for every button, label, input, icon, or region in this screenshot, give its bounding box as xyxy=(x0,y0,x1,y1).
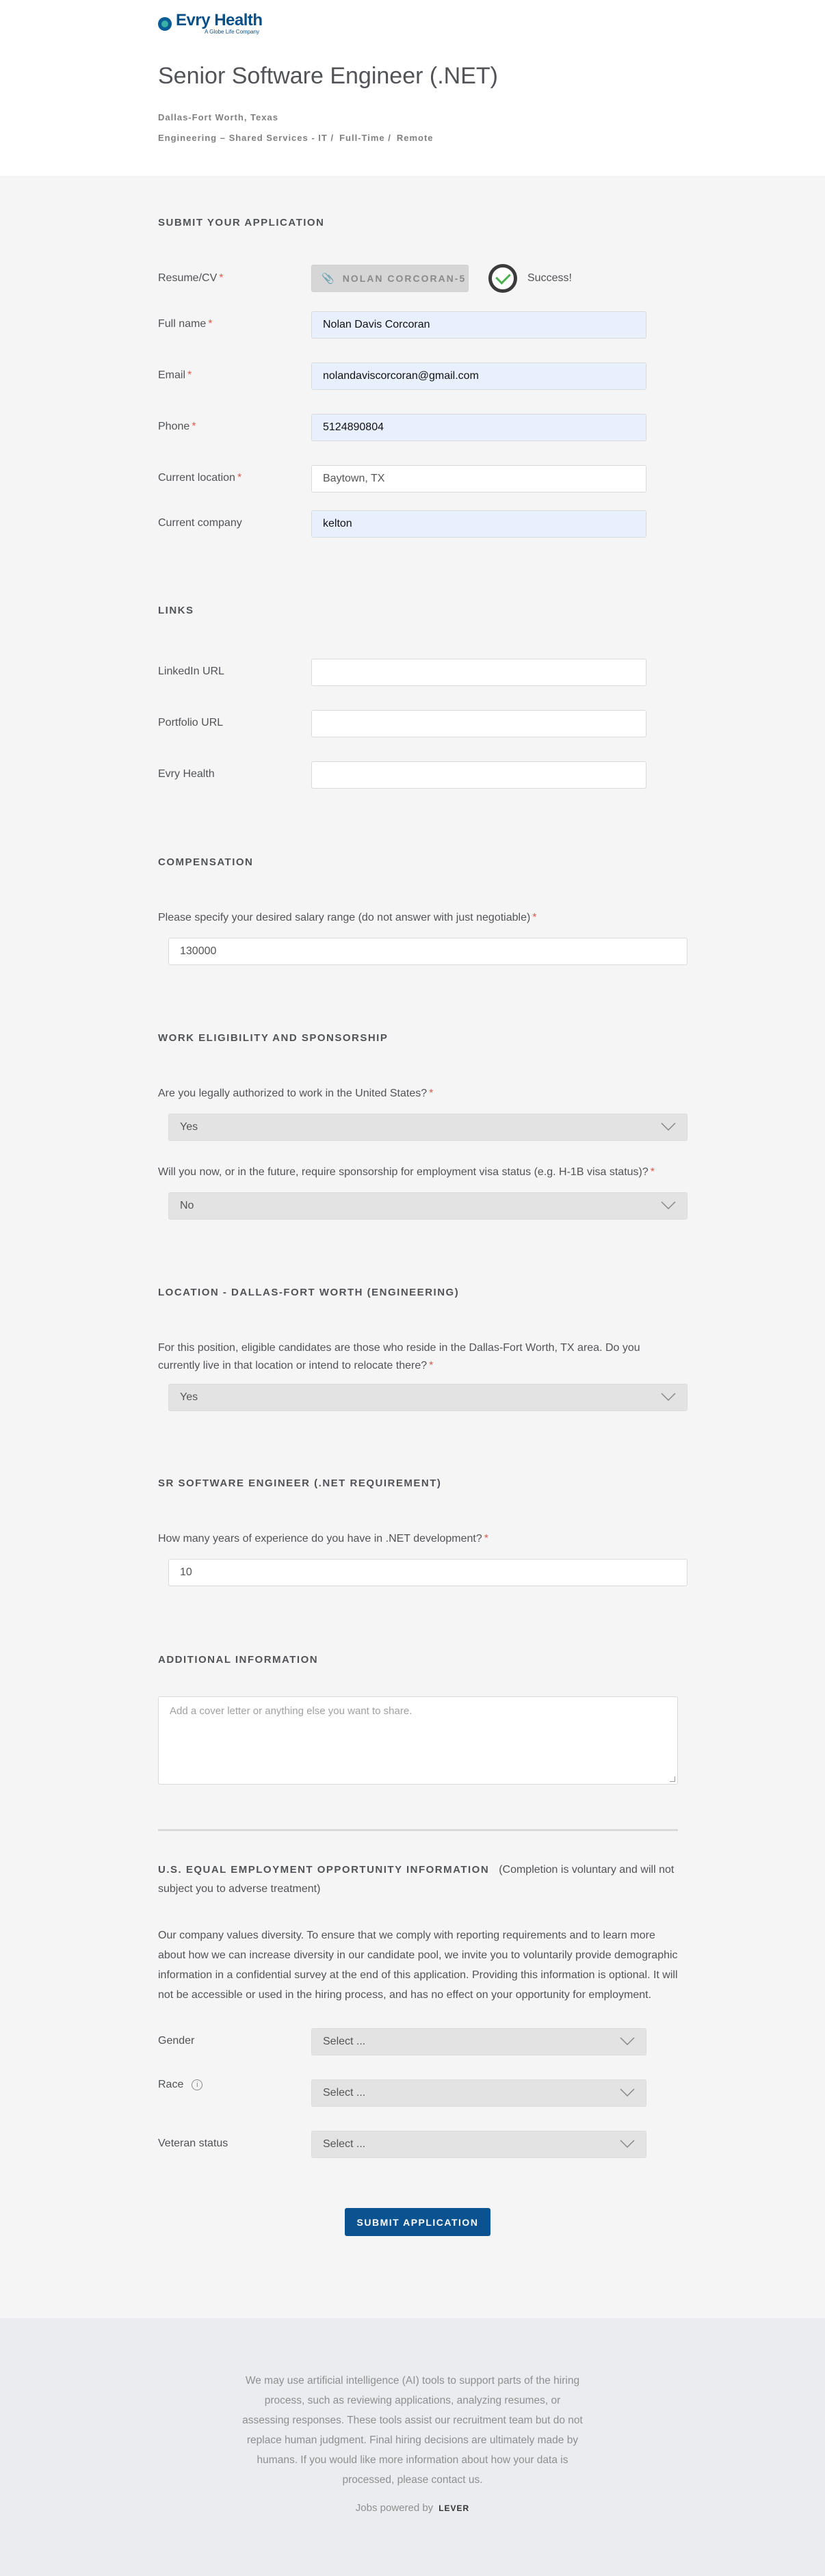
chevron-down-icon xyxy=(661,1201,676,1209)
logo-name: Evry Health xyxy=(176,10,263,29)
job-commitment: Full-Time / xyxy=(339,133,391,143)
job-location: Dallas-Fort Worth, Texas xyxy=(158,112,278,122)
job-header xyxy=(0,0,825,176)
phone-input[interactable]: 5124890804 xyxy=(311,414,646,441)
logo-mark-icon xyxy=(158,16,173,31)
location-section-heading: LOCATION - DALLAS-FORT WORTH (ENGINEERING) xyxy=(158,1287,460,1298)
chevron-down-icon xyxy=(620,2140,635,2148)
company-label: Current company xyxy=(158,517,242,529)
full-name-input[interactable]: Nolan Davis Corcoran xyxy=(311,311,646,339)
lever-logo[interactable]: LEVER xyxy=(438,2503,470,2513)
job-meta xyxy=(158,133,434,143)
eeo-title: U.S. EQUAL EMPLOYMENT OPPORTUNITY INFORMATION xyxy=(158,1864,490,1876)
portfolio-input[interactable] xyxy=(311,710,646,737)
evry-label: Evry Health xyxy=(158,768,215,780)
resume-filename: NOLAN CORCORAN-5 xyxy=(342,273,467,284)
company-input[interactable]: kelton xyxy=(311,510,646,538)
resume-upload-button[interactable] xyxy=(311,265,469,292)
powered-by[interactable]: Jobs powered by LEVER xyxy=(355,2502,470,2514)
net-experience-input[interactable]: 10 xyxy=(168,1559,688,1586)
sponsorship-select[interactable]: No xyxy=(168,1192,688,1220)
phone-label: Phone * xyxy=(158,421,196,432)
gender-select[interactable]: Select ... xyxy=(311,2028,646,2055)
evry-input[interactable] xyxy=(311,761,646,789)
cover-letter-textarea[interactable] xyxy=(158,1696,678,1785)
footer xyxy=(0,2318,825,2576)
resume-status: Success! xyxy=(527,272,572,284)
salary-question: Please specify your desired salary range (do not answer with just negotiable) * xyxy=(158,912,537,923)
net-experience-question: How many years of experience do you have in .NET development? * xyxy=(158,1533,488,1545)
ai-disclosure: We may use artificial intelligence (AI) tools to support parts of the hiring process, such as reviewing applications, analyzing resumes, or assessing responses. These tools assist our recruitment team but do not replace human judgment. Final hiring decisions are ultimately made by humans. If you would like more information about how your data is processed, please contact us. xyxy=(242,2375,583,2486)
full-name-label: Full name * xyxy=(158,318,213,330)
authorization-question: Are you legally authorized to work in the United States? * xyxy=(158,1088,434,1099)
eligibility-heading: WORK ELIGIBILITY AND SPONSORSHIP xyxy=(158,1032,389,1044)
application-heading: SUBMIT YOUR APPLICATION xyxy=(158,217,325,228)
chevron-down-icon xyxy=(620,2088,635,2097)
veteran-select[interactable]: Select ... xyxy=(311,2131,646,2158)
race-select[interactable]: Select ... xyxy=(311,2079,646,2107)
eeo-heading xyxy=(158,1861,685,1899)
links-heading: LINKS xyxy=(158,605,194,616)
portfolio-label: Portfolio URL xyxy=(158,717,224,728)
veteran-label: Veteran status xyxy=(158,2138,228,2149)
logo-subtitle: A Globe Life Company xyxy=(205,28,260,35)
location-label: Current location * xyxy=(158,472,242,484)
email-label: Email * xyxy=(158,369,192,381)
info-icon[interactable]: i xyxy=(192,2079,202,2090)
linkedin-input[interactable] xyxy=(311,659,646,686)
required-mark: * xyxy=(219,272,224,284)
authorization-select[interactable]: Yes xyxy=(168,1114,688,1141)
gender-label: Gender xyxy=(158,2035,195,2047)
race-label: Race i xyxy=(158,2079,202,2091)
job-workplace: Remote xyxy=(396,133,434,143)
email-input[interactable]: nolandaviscorcoran@gmail.com xyxy=(311,363,646,390)
chevron-down-icon xyxy=(661,1393,676,1401)
submit-application-button[interactable]: SUBMIT APPLICATION xyxy=(345,2208,490,2236)
relocation-select[interactable]: Yes xyxy=(168,1384,688,1411)
job-title: Senior Software Engineer (.NET) xyxy=(158,63,498,89)
chevron-down-icon xyxy=(661,1122,676,1131)
additional-heading: ADDITIONAL INFORMATION xyxy=(158,1654,319,1666)
eeo-body: Our company values diversity. To ensure that we comply with reporting requirements and to learn more about how we can increase diversity in our candidate pool, we invite you to voluntarily provide demographic information in a confidential survey at the end of this application. Providing this information is optional. It will not be accessible or used in the hiring process, and has no effect on your opportunity for employment. xyxy=(158,1930,678,2001)
company-logo[interactable] xyxy=(158,11,263,36)
compensation-heading: COMPENSATION xyxy=(158,856,254,868)
resize-handle-icon[interactable] xyxy=(670,1776,675,1782)
eeo-note: (Completion is voluntary and will not subject you to adverse treatment) xyxy=(158,1864,675,1895)
chevron-down-icon xyxy=(620,2037,635,2045)
divider xyxy=(158,1829,678,1831)
paperclip-icon: 📎 xyxy=(322,273,336,285)
cover-letter-placeholder: Add a cover letter or anything else you want to share. xyxy=(170,1705,413,1717)
success-check-icon xyxy=(488,264,517,293)
relocation-question: For this position, eligible candidates are those who reside in the Dallas-Fort Worth, TX area. Do you currently live in that location or intend to relocate there? * xyxy=(158,1342,640,1371)
job-team: Engineering – Shared Services - IT / xyxy=(158,133,335,143)
resume-label: Resume/CV * xyxy=(158,272,224,284)
net-section-heading: SR SOFTWARE ENGINEER (.NET REQUIREMENT) xyxy=(158,1477,442,1489)
linkedin-label: LinkedIn URL xyxy=(158,666,224,677)
sponsorship-question: Will you now, or in the future, require sponsorship for employment visa status (e.g. H-1B visa status)? * xyxy=(158,1166,655,1178)
salary-input[interactable]: 130000 xyxy=(168,938,688,965)
location-input[interactable]: Baytown, TX xyxy=(311,465,646,492)
